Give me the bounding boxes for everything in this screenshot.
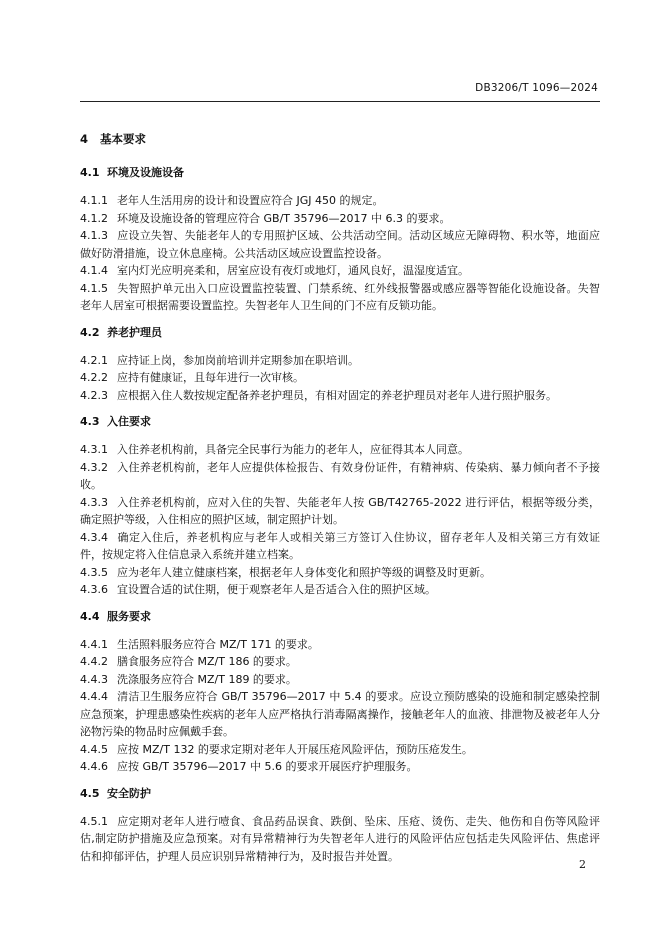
clause-number: 4.2.1 [80,353,108,367]
clause-item [80,192,600,210]
clause-item [80,280,600,315]
clause-number: 4.3.6 [80,583,108,596]
subsection-title: 入住要求 [107,415,151,428]
clause-text: 宜设置合适的试住期，便于观察老年人是否适合入住的照护区域。 [117,583,436,596]
clause-number: 4.4.5 [80,742,108,756]
subsection-title: 环境及设施设备 [107,166,184,179]
clause-text: 应设立失智、失能老年人的专用照护区域、公共活动空间。活动区域应无障碍物、积水等，地面应做好防滑措施，设立休息座椅。公共活动区域应设置监控设备。 [80,229,600,260]
subsection-heading [80,608,600,624]
clause-item [80,688,600,741]
section-number: 4 [80,132,89,146]
subsection [80,785,600,875]
section-title: 基本要求 [100,132,146,146]
header-divider [80,101,600,102]
clause-text: 膳食服务应符合 MZ/T 186 的要求。 [117,655,297,668]
spacer [80,865,600,874]
subsection-title: 安全防护 [107,786,151,800]
document-body [80,131,600,874]
clause-text: 应持有健康证，且每年进行一次审核。 [117,371,304,384]
document-code: DB3206/T 1096—2024 [475,82,598,94]
subsection [80,164,600,324]
subsection-heading [80,164,600,180]
clause-number: 4.1.3 [80,229,108,242]
clause-item [80,741,600,759]
subsection [80,608,600,785]
clause-text: 室内灯光应明亮柔和，居室应设有夜灯或地灯，通风良好，温湿度适宜。 [117,264,469,277]
clause-item [80,369,600,387]
clause-item [80,653,600,671]
clause-item [80,387,600,405]
clause-number: 4.4.3 [80,672,108,686]
subsection-title: 养老护理员 [107,325,162,339]
subsection-number: 4.4 [80,609,100,623]
clause-item [80,581,600,599]
clause-text: 清洁卫生服务应符合 GB/T 35796—2017 中 5.4 的要求。应设立预防感染的设施和制定感染控制应急预案，护理患感染性疾病的老年人应严格执行消毒隔离操作，接触老年人的血液、排泄物及被老年人分泌物污染的物品时应佩戴手套。 [80,690,600,738]
subsection-number: 4.2 [80,325,100,339]
page-number: 2 [579,858,586,871]
clause-item [80,262,600,280]
clause-text: 应按 GB/T 35796—2017 中 5.6 的要求开展医疗护理服务。 [117,760,418,773]
clause-number: 4.3.2 [80,460,108,474]
clause-text: 生活照料服务应符合 MZ/T 171 的要求。 [117,637,319,651]
clause-text: 环境及设施设备的管理应符合 GB/T 35796—2017 中 6.3 的要求。 [117,211,451,225]
clause-number: 4.1.1 [80,194,108,207]
clause-item [80,227,600,262]
clause-text: 应根据入住人数按规定配备养老护理员，有相对固定的养老护理员对老年人进行照护服务。 [117,388,557,402]
clause-number: 4.5.1 [80,814,108,828]
subsection-title: 服务要求 [107,609,151,623]
clause-item [80,564,600,582]
spacer [80,404,600,413]
clause-item [80,352,600,370]
clause-number: 4.4.6 [80,760,108,773]
clause-number: 4.3.4 [80,530,108,544]
clause-number: 4.4.4 [80,690,108,703]
clause-number: 4.1.2 [80,211,108,225]
clause-number: 4.1.5 [80,281,108,295]
clause-item [80,636,600,654]
clause-number: 4.3.3 [80,495,108,509]
spacer [80,599,600,608]
clause-text: 失智照护单元出入口应设置监控装置、门禁系统、红外线报警器或感应器等智能化设施设备。失智老年人居室可根据需要设置监控。失智老年人卫生间的门不应有反锁功能。 [80,281,600,312]
clause-number: 4.2.3 [80,388,108,402]
clause-item [80,758,600,776]
clause-number: 4.3.5 [80,565,108,579]
spacer [80,776,600,785]
clause-number: 4.2.2 [80,371,108,384]
clause-item [80,210,600,228]
clause-item [80,459,600,494]
subsection [80,324,600,414]
clause-item [80,494,600,529]
spacer [80,315,600,324]
clause-text: 洗涤服务应符合 MZ/T 189 的要求。 [117,672,297,686]
clause-text: 应持证上岗，参加岗前培训并定期参加在职培训。 [117,353,359,367]
clause-text: 入住养老机构前，具备完全民事行为能力的老年人，应征得其本人同意。 [117,443,469,456]
subsection [80,413,600,608]
clause-item [80,671,600,689]
clause-text: 老年人生活用房的设计和设置应符合 JGJ 450 的规定。 [117,194,384,207]
clause-text: 应为老年人建立健康档案，根据老年人身体变化和照护等级的调整及时更新。 [117,565,491,579]
clause-text: 应按 MZ/T 132 的要求定期对老年人开展压疮风险评估，预防压疮发生。 [117,742,473,756]
clause-text: 应定期对老年人进行噎食、食品药品误食、跌倒、坠床、压疮、烫伤、走失、他伤和自伤等风险评估,制定防护措施及应急预案。对有异常精神行为失智老年人进行的风险评估应包括走失风险评估、焦虑评估和抑郁评估，护理人员应识别异常精神行为，及时报告并处置。 [80,814,600,863]
subsection-number: 4.1 [80,166,100,179]
clause-number: 4.4.2 [80,655,108,668]
clause-text: 入住养老机构前，应对入住的失智、失能老年人按 GB/T42765-2022 进行评估，根据等级分类，确定照护等级，入住相应的照护区域，制定照护计划。 [80,495,600,526]
clause-item [80,813,600,866]
subsection-heading [80,324,600,340]
clause-item [80,441,600,459]
subsection-number: 4.3 [80,415,100,428]
clause-number: 4.3.1 [80,443,108,456]
clause-number: 4.1.4 [80,264,108,277]
subsection-heading [80,785,600,801]
clause-number: 4.4.1 [80,637,108,651]
clause-item [80,529,600,564]
subsection-number: 4.5 [80,786,100,800]
subsection-heading [80,413,600,429]
clause-text: 入住养老机构前，老年人应提供体检报告、有效身份证件，有精神病、传染病、暴力倾向者不予接收。 [80,460,600,491]
section-heading [80,131,600,147]
clause-text: 确定入住后，养老机构应与老年人或相关第三方签订入住协议，留存老年人及相关第三方有效证件，按规定将入住信息录入系统并建立档案。 [80,530,600,561]
